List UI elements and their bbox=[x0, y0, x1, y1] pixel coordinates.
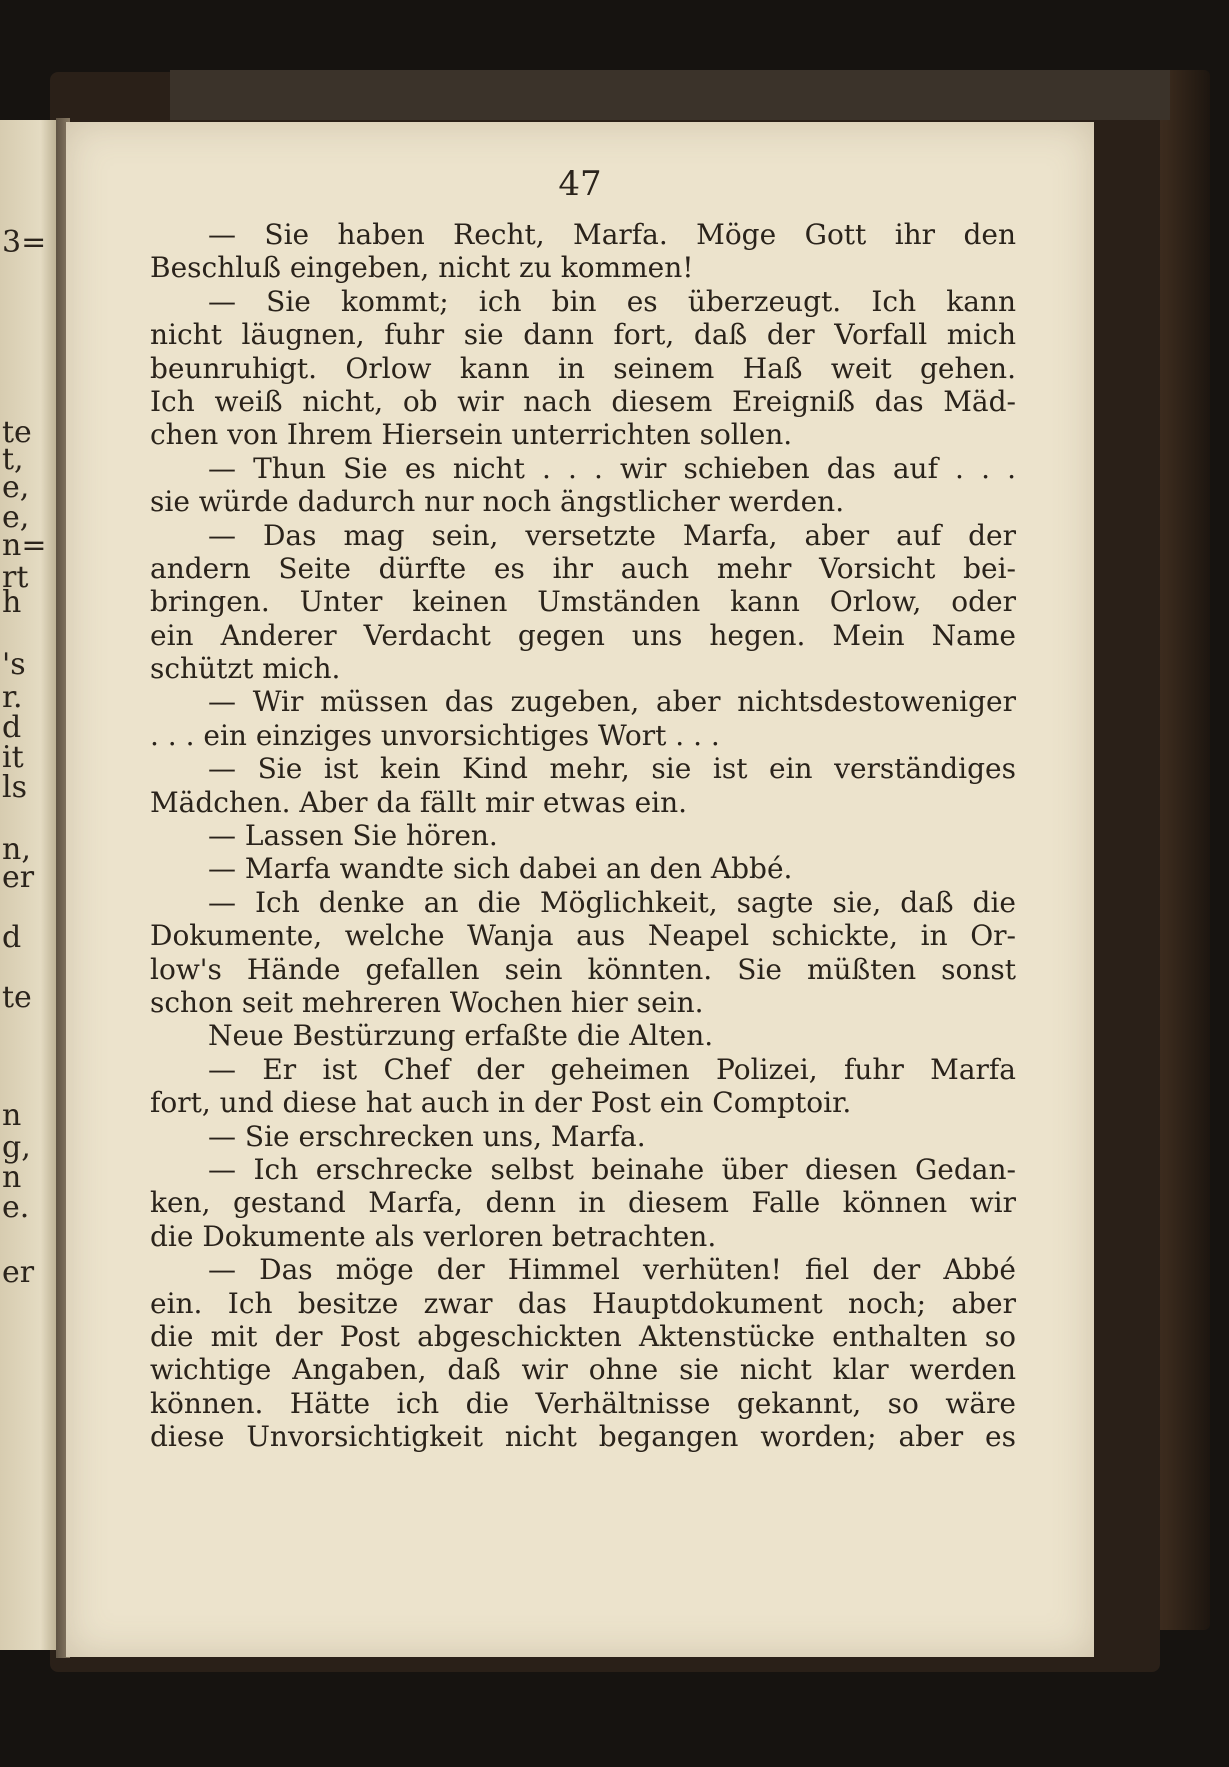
text-line: Dokumente, welche Wanja aus Neapel schickte, in Or- bbox=[150, 919, 1016, 953]
left-page-text-fragment: e, bbox=[2, 470, 30, 505]
page-number: 47 bbox=[558, 164, 602, 204]
text-line: Beschluß eingeben, nicht zu kommen! bbox=[150, 251, 694, 285]
text-line: low's Hände gefallen sein könnten. Sie müßten sonst bbox=[150, 952, 1016, 986]
text-line: — Ich erschrecke selbst beinahe über diesen Gedan- bbox=[208, 1152, 1016, 1186]
text-line: die Dokumente als verloren betrachten. bbox=[150, 1219, 717, 1253]
text-line: schützt mich. bbox=[150, 652, 341, 686]
text-line: — Er ist Chef der geheimen Polizei, fuhr Marfa bbox=[208, 1052, 1016, 1086]
text-line: Neue Bestürzung erfaßte die Alten. bbox=[208, 1019, 714, 1053]
left-page-text-fragment: n bbox=[2, 1160, 22, 1195]
page-text bbox=[150, 218, 1016, 1453]
text-line: — Marfa wandte sich dabei an den Abbé. bbox=[208, 852, 793, 886]
text-line: nicht läugnen, fuhr sie dann fort, daß der Vorfall mich bbox=[150, 318, 1016, 352]
text-line: ein. Ich besitze zwar das Hauptdokument noch; aber bbox=[150, 1286, 1016, 1320]
left-page-text-fragment: te bbox=[2, 415, 32, 450]
text-line: bringen. Unter keinen Umständen kann Orlow, oder bbox=[150, 585, 1016, 619]
left-page-text-fragment: e, bbox=[2, 500, 30, 535]
text-line: — Sie haben Recht, Marfa. Möge Gott ihr den bbox=[208, 218, 1016, 251]
text-line: sie würde dadurch nur noch ängstlicher werden. bbox=[150, 485, 845, 519]
text-line: die mit der Post abgeschickten Aktenstücke enthalten so bbox=[150, 1319, 1016, 1353]
text-line: ein Anderer Verdacht gegen uns hegen. Mein Name bbox=[150, 618, 1016, 652]
left-page-text-fragment: g, bbox=[2, 1130, 31, 1165]
text-line: — Wir müssen das zugeben, aber nichtsdestoweniger bbox=[208, 685, 1016, 719]
text-line: — Sie kommt; ich bin es überzeugt. Ich kann bbox=[208, 284, 1016, 318]
text-line: können. Hätte ich die Verhältnisse gekannt, so wäre bbox=[150, 1386, 1016, 1420]
text-line: — Thun Sie es nicht . . . wir schieben das auf . . . bbox=[208, 451, 1016, 485]
text-line: schon seit mehreren Wochen hier sein. bbox=[150, 985, 704, 1019]
left-page-text-fragment: d bbox=[2, 710, 22, 745]
left-page-text-fragment: te bbox=[2, 980, 32, 1015]
left-page-text-fragment: it bbox=[2, 740, 24, 775]
left-page-text-fragment: er bbox=[2, 860, 35, 895]
text-line: beunruhigt. Orlow kann in seinem Haß weit gehen. bbox=[150, 351, 1016, 385]
text-line: fort, und diese hat auch in der Post ein Comptoir. bbox=[150, 1086, 852, 1120]
left-page-text-fragment: er bbox=[2, 1255, 35, 1290]
left-page-text-fragment: 's bbox=[2, 647, 26, 682]
left-page-text-fragment: r. bbox=[2, 680, 23, 715]
left-page-text-fragment: t, bbox=[2, 442, 24, 477]
text-line: . . . ein einziges unvorsichtiges Wort . . . bbox=[150, 718, 720, 752]
left-page-text-fragment: e. bbox=[2, 1190, 30, 1225]
page-edge-strip bbox=[170, 70, 1170, 120]
text-line: ken, gestand Marfa, denn in diesem Falle können wir bbox=[150, 1186, 1016, 1220]
left-page-text-fragment: d bbox=[2, 920, 22, 955]
book-page bbox=[66, 122, 1094, 1657]
text-line: — Das mag sein, versetzte Marfa, aber auf der bbox=[208, 518, 1016, 552]
left-page-text-fragment: n bbox=[2, 1098, 22, 1133]
text-line: Mädchen. Aber da fällt mir etwas ein. bbox=[150, 785, 688, 819]
text-line: — Das möge der Himmel verhüten! fiel der Abbé bbox=[208, 1253, 1016, 1287]
text-line: wichtige Angaben, daß wir ohne sie nicht klar werden bbox=[150, 1353, 1016, 1387]
left-page-text-fragment: n= bbox=[2, 528, 47, 563]
left-page-fragment bbox=[0, 120, 58, 1650]
left-page-text-fragment: rt bbox=[2, 560, 29, 595]
left-page-text-fragment: h bbox=[2, 585, 22, 620]
text-line: andern Seite dürfte es ihr auch mehr Vorsicht bei- bbox=[150, 551, 1016, 585]
text-line: — Ich denke an die Möglichkeit, sagte sie, daß die bbox=[208, 885, 1016, 919]
left-page-text-fragment: 3= bbox=[2, 225, 47, 260]
text-line: Ich weiß nicht, ob wir nach diesem Ereigniß das Mäd- bbox=[150, 384, 1016, 418]
left-page-text-fragment: n, bbox=[2, 832, 31, 867]
text-line: — Lassen Sie hören. bbox=[208, 819, 498, 853]
left-page-text-fragment: ls bbox=[2, 770, 27, 805]
text-line: — Sie erschrecken uns, Marfa. bbox=[208, 1119, 646, 1153]
text-line: — Sie ist kein Kind mehr, sie ist ein verständiges bbox=[208, 752, 1016, 786]
text-line: diese Unvorsichtigkeit nicht begangen worden; aber es bbox=[150, 1420, 1016, 1454]
text-line: chen von Ihrem Hiersein unterrichten sollen. bbox=[150, 418, 793, 452]
